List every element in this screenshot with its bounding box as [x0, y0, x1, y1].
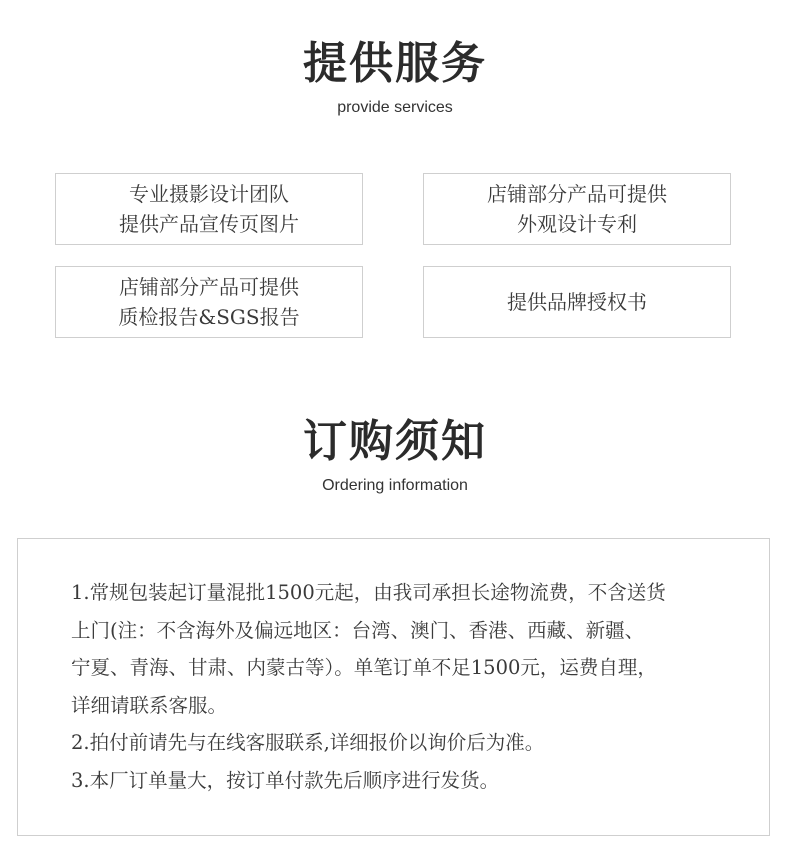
ordering-subtitle: Ordering information [322, 477, 468, 494]
service-box-brand-authorization [423, 266, 731, 338]
notice-line: 上门(注：不含海外及偏远地区：台湾、澳门、香港、西藏、新疆、 [71, 618, 645, 642]
services-title: 提供服务 [303, 38, 487, 89]
notice-line: 2.拍付前请先与在线客服联系,详细报价以询价后为准。 [71, 731, 545, 754]
services-subtitle: provide services [337, 99, 453, 116]
notice-line: 3.本厂订单量大，按订单付款先后顺序进行发货。 [71, 768, 500, 792]
service-box-design-patent [423, 173, 731, 245]
notice-line: 详细请联系客服。 [71, 693, 228, 717]
service-box-line: 专业摄影设计团队 [129, 182, 289, 206]
service-box-line: 店铺部分产品可提供 [119, 275, 299, 299]
notice-line: 宁夏、青海、甘肃、内蒙古等）。单笔订单不足1500元，运费自理， [71, 656, 657, 679]
service-box-quality-report [55, 266, 363, 338]
ordering-notice-text [71, 574, 741, 799]
service-box-line: 外观设计专利 [517, 212, 637, 236]
ordering-title: 订购须知 [303, 416, 487, 467]
service-box-line: 提供品牌授权书 [507, 290, 647, 314]
service-box-line: 质检报告&SGS报告 [118, 305, 300, 329]
ordering-notice-box [17, 538, 770, 836]
service-box-photography [55, 173, 363, 245]
service-box-line: 提供产品宣传页图片 [119, 212, 299, 236]
service-box-line: 店铺部分产品可提供 [487, 182, 667, 206]
notice-line: 1.常规包装起订量混批1500元起，由我司承担长途物流费，不含送货 [71, 581, 666, 604]
